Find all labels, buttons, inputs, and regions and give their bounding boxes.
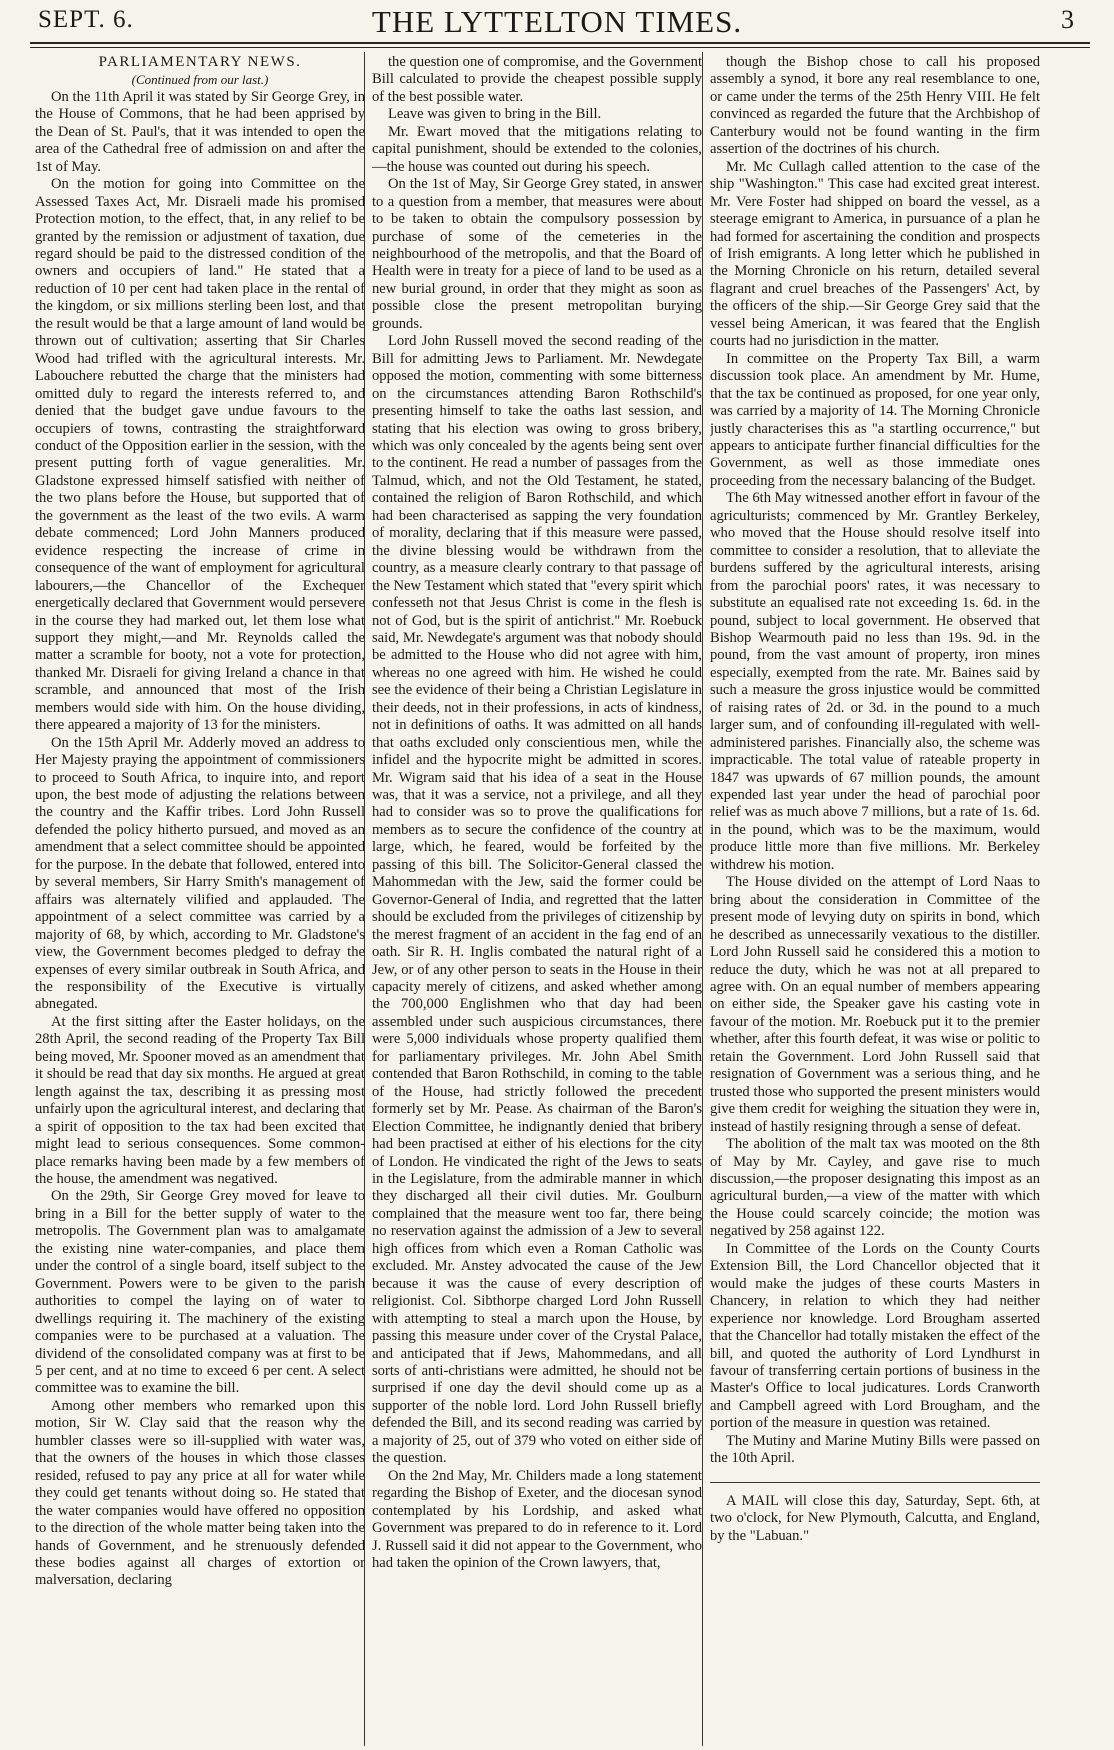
mail-notice: A MAIL will close this day, Saturday, Sept. 6th, at two o'clock, for New Plymouth, Calcutta, and England, by the "Labuan." — [710, 1492, 1040, 1544]
article-paragraph: though the Bishop chose to call his proposed assembly a synod, it bore any real resemblance to one, or came under the terms of the 25th Henry VIII. He felt convinced as regarded the future that the Archbishop of Canterbury would not be found wanting in the firm assertion of the doctrines of his church. — [710, 54, 1040, 158]
article-paragraph: Mr. Ewart moved that the mitigations relating to capital punishment, should be extended to the colonies,—the house was counted out during his speech. — [372, 123, 702, 175]
article-paragraph: In committee on the Property Tax Bill, a warm discussion took place. An amendment by Mr. Hume, that the tax be continued as proposed, for one year only, was carried by a majority of 14. The Morning Chronicle justly characterises this as "a startling occurrence," but appears to anticipate further financial difficulties for the Government, as well as those immediate ones proceeding from the necessary balancing of the Budget. — [710, 350, 1040, 489]
column-divider — [702, 52, 703, 1746]
article-paragraph: The abolition of the malt tax was mooted on the 8th of May by Mr. Cayley, and gave rise to much discussion,—the proposer designating this impost as an agricultural burden,—a view of the matter with which the House could scarcely coincide; the motion was negatived by 258 against 122. — [710, 1136, 1040, 1240]
page-number: 3 — [1061, 5, 1074, 34]
article-paragraph: Lord John Russell moved the second reading of the Bill for admitting Jews to Parliament. Mr. Newdegate opposed the motion, commenting with some bitterness on the circumstances attending Baron Rothschild's presenting himself to take the oaths last session, and stating that his election was owing to gross bribery, which was only concealed by the agents being sent over to the continent. He read a number of passages from the Talmud, which, and not the Old Testament, he stated, contained the religion of Baron Rothschild, and which had been characterised as sapping the very foundation of morality, declaring that if this measure were passed, the divine blessing would be withdrawn from the country, as a measure clearly contrary to that passage of the New Testament which stated that "every spirit which confesseth not that Jesus Christ is come in the flesh is not of God, but is the spirit of antichrist." Mr. Roebuck said, Mr. Newdegate's argument was that nobody should be admitted to the House who did not agree with him, whereas no one agreed with him. He wished he could see the evidence of their being a Christian Legislature in their deeds, not in their professions, in acts of kindness, not in definitions of oaths. It was admitted on all hands that oaths excluded only conscientious men, while the infidel and the hypocrite might be admitted in scores. Mr. Wigram said that his idea of a seat in the House was, that it was a service, not a privilege, and all they had to consider was so to prove the qualifications for members as to secure the confidence of the country at large, which, he feared, would be forfeited by the passing of this bill. The Solicitor-General classed the Mahommedan with the Jew, said the former could be Governor-General of India, and regretted that the latter should be excluded from the privileges of citizenship by the merest fragment of an accident in the fag end of an oath. Sir R. H. Inglis combated the natural right of a Jew, or of any other person to seats in the House in their capacity merely of citizens, and asked whether among the 700,000 Englishmen who that day had been assembled under such auspicious circumstances, there were 5,000 individuals whose property qualified them for parliamentary privileges. Mr. John Abel Smith contended that Baron Rothschild, in coming to the table of the House, had strictly followed the precedent formerly set by Mr. Pease. As chairman of the Baron's Election Committee, he indignantly denied that bribery had been practised at either of his elections for the city of London. He vindicated the right of the Jews to seats in the Legislature, from the admirable manner in which they discharged all their civil duties. Mr. Goulburn complained that the measure went too far, there being no reservation against the admission of a Jew to several high offices from which even a Roman Catholic was excluded. Mr. Anstey advocated the cause of the Jew because it was the cause of every description of religionist. Col. Sibthorpe charged Lord John Russell with attempting to steal a march upon the House, by passing this measure under cover of the Crystal Palace, and anticipated that if Jews, Mahommedans, and all sorts of anti-christians were admitted, he should not be surprised if one day the devil should come up as a supporter of the noble lord. Lord John Russell briefly defended the Bill, and its second reading was carried by a majority of 25, out of 379 who voted on either side of the question. — [372, 333, 702, 1467]
newspaper-title: THE LYTTELTON TIMES. — [371, 4, 743, 39]
section-subtitle: (Continued from our last.) — [131, 72, 269, 88]
column-1 — [35, 54, 365, 1744]
masthead — [0, 0, 1114, 40]
article-paragraph: On the 29th, Sir George Grey moved for leave to bring in a Bill for the better supply of water to the metropolis. The Government plan was to amalgamate the existing nine water-companies, and place them under the control of a single board, itself subject to the Government. Powers were to be given to the parish authorities to compel the laying on of water to dwellings requiring it. The machinery of the existing companies were to be purchased at a valuation. The dividend of the consolidated company was at first to be 5 per cent, and at no time to exceed 6 per cent. A select committee was to examine the bill. — [35, 1188, 365, 1397]
article-paragraph: the question one of compromise, and the Government Bill calculated to provide the cheapest possible supply of the best possible water. — [372, 54, 702, 105]
article-paragraph: The Mutiny and Marine Mutiny Bills were passed on the 10th April. — [710, 1432, 1040, 1467]
masthead-rule-thin — [30, 47, 1090, 48]
column-2 — [372, 54, 702, 1744]
issue-date: SEPT. 6. — [38, 6, 134, 33]
masthead-rule — [30, 42, 1090, 44]
article-paragraph: On the 15th April Mr. Adderly moved an address to Her Majesty praying the appointment of commissioners to proceed to South Africa, to inquire into, and report upon, the best mode of adjusting the relations between the country and the Kaffir tribes. Lord John Russell defended the policy hitherto pursued, and moved as an amendment that a select committee should be appointed for the purpose. In the debate that followed, entered into by several members, Sir Harry Smith's management of affairs was alternately vilified and applauded. The appointment of a select committee was carried by a majority of 68, by which, according to Mr. Gladstone's view, the Government becomes pledged to defray the expenses of every similar outbreak in South Africa, and the responsibility of the Executive is virtually abnegated. — [35, 734, 365, 1013]
article-paragraph: Leave was given to bring in the Bill. — [388, 106, 602, 123]
article-paragraph: At the first sitting after the Easter holidays, on the 28th April, the second reading of the Property Tax Bill being moved, Mr. Spooner moved as an amendment that it should be read that day six months. He argued at great length against the tax, describing it as pressing most unfairly upon the agricultural interest, and declaring that a spirit of opposition to the tax had been excited that might lead to serious consequences. Some common-place remarks having been made by a few members of the house, the amendment was negatived. — [35, 1013, 365, 1187]
article-paragraph: On the 11th April it was stated by Sir George Grey, in the House of Commons, that he had been apprised by the Dean of St. Paul's, that it was intended to open the area of the Cathedral free of admission on and after the 1st of May. — [35, 88, 365, 175]
article-paragraph: On the 2nd May, Mr. Childers made a long statement regarding the Bishop of Exeter, and the diocesan synod contemplated by his Lordship, and asked what Government was prepared to do in reference to it. Lord J. Russell said it did not appear to the Government, who had taken the opinion of the Crown lawyers, that, — [372, 1467, 702, 1571]
article-paragraph: On the motion for going into Committee on the Assessed Taxes Act, Mr. Disraeli made his promised Protection motion, to the effect, that, in any relief to be granted by the remission or adjustment of taxation, due regard should be paid to the distressed condition of the owners and occupiers of land." He stated that a reduction of 10 per cent had taken place in the rental of the kingdom, or six millions sterling been lost, and that the result would be that a large amount of land would be thrown out of cultivation; asserting that Sir Charles Wood had trifled with the agricultural interests. Mr. Labouchere rebutted the charge that the ministers had omitted duly to regard the interests referred to, and denied that the budget gave undue favours to the occupiers of towns, contrasting the straightforward conduct of the Opposition earlier in the session, with the present putting forth of vague generalities. Mr. Gladstone expressed himself satisfied with neither of the two plans before the House, but supported that of the government as the least of the two evils. A warm debate commenced; Lord John Manners produced evidence respecting the increase of crime in consequence of the want of employment for agricultural labourers,—the Chancellor of the Exchequer energetically declared that Government would persevere in the course they had marked out, let them lose what support they might,—and Mr. Reynolds called the matter a scramble for booty, not a vote for protection, thanked Mr. Disraeli for giving Ireland a chance in that scramble, and announced that most of the Irish members would side with him. On the house dividing, there appeared a majority of 13 for the ministers. — [35, 176, 365, 734]
article-paragraph: Among other members who remarked upon this motion, Sir W. Clay said that the reason why the humbler classes were so ill-supplied with water was, that the owners of the houses in which those classes resided, refused to pay any price at all for water while they could get tenants without doing so. He stated that the water companies would have offered no opposition to the direction of the whole matter being taken into the hands of Government, and he strenuously defended these bodies against all charges of extortion or malversation, declaring — [35, 1397, 365, 1589]
article-paragraph: In Committee of the Lords on the County Courts Extension Bill, the Lord Chancellor objected that it would make the judges of these courts Masters in Chancery, in relation to which they had neither experience nor knowledge. Lord Brougham asserted that the Chancellor had totally mistaken the effect of the bill, and quoted the authority of Lord Lyndhurst in favour of transferring certain portions of business in the Master's Office to local judicatures. Lords Cranworth and Campbell agreed with Lord Brougham, and the portion of the measure in question was retained. — [710, 1240, 1040, 1432]
article-paragraph: The House divided on the attempt of Lord Naas to bring about the consideration in Committee of the present mode of levying duty on spirits in bond, which he described as unnecessarily vexatious to the distiller. Lord John Russell said he considered this a motion to reduce the duty, which he was not at all prepared to agree with. On an equal number of members appearing on either side, the Speaker gave his casting vote in favour of the motion. Mr. Roebuck put it to the premier whether, after this fourth defeat, it was wise or politic to retain the Government. Lord John Russell said that resignation of Government was a serious thing, and he trusted those who supported the present ministers would give them credit for weighing the situation they were in, instead of hastily resigning through a sense of defeat. — [710, 874, 1040, 1135]
article-paragraph: Mr. Mc Cullagh called attention to the case of the ship "Washington." This case had excited great interest. Mr. Vere Foster had shipped on board the vessel, as a steerage emigrant to America, in pursuance of a plan he had formed for ascertaining the condition and prospects of Irish emigrants. A long letter which he published in the Morning Chronicle on his return, detailed several flagrant and cruel breaches of the Passengers' Act, by the officers of the ship.—Sir George Grey said that the vessel being American, it was feared that the English courts had no jurisdiction in the matter. — [710, 158, 1040, 350]
column-3 — [710, 54, 1040, 1744]
section-title: PARLIAMENTARY NEWS. — [98, 54, 302, 70]
article-paragraph: On the 1st of May, Sir George Grey stated, in answer to a question from a member, that measures were about to be taken to obtain the compulsory possession by purchase of some of the cemeteries in the neighbourhood of the metropolis, and that the Board of Health were in treaty for a piece of land to be used as a new burial ground, in order that they might as soon as possible close the present metropolitan burying grounds. — [372, 176, 702, 332]
section-end-rule — [710, 1482, 1040, 1483]
article-paragraph: The 6th May witnessed another effort in favour of the agriculturists; commenced by Mr. Grantley Berkeley, who moved that the House should resolve itself into committee to consider a resolution, that to alleviate the burdens suffered by the agricultural interests, arising from the parochial poors' rates, it was necessary to substitute an equalised rate not exceeding 1s. 6d. in the pound, subject to local government. He observed that Bishop Wearmouth paid no less than 19s. 9d. in the pound, from the vast amount of property, iron mines especially, exempted from the rate. Mr. Baines said by such a measure the gross injustice would be committed of raising rates of 2d. or 3d. in the pound to a much larger sum, and of confounding ill-regulated with well-administered parishes. Financially also, the scheme was impracticable. The total value of rateable property in 1847 was upwards of 67 million pounds, the amount expended last year under the head of parochial poor relief was as much above 7 millions, but a rate of 1s. 6d. in the pound, which was to be the maximum, would produce little more than five millions. Mr. Berkeley withdrew his motion. — [710, 490, 1040, 873]
